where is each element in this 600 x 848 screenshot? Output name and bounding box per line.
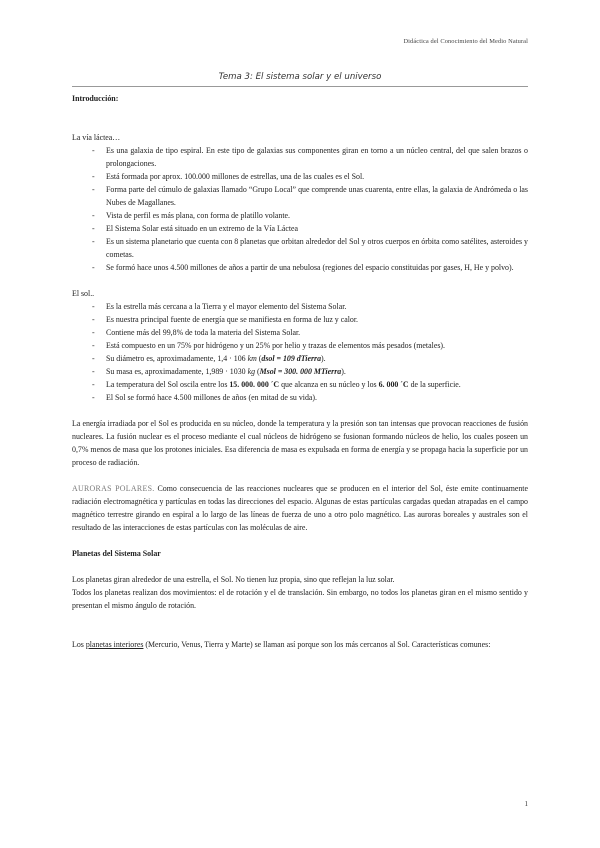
list-item: - Vista de perfil es más plana, con forma de platillo volante. — [72, 209, 528, 222]
list-item: - Está compuesto en un 75% por hidrógeno y un 25% por helio y trazas de elementos más pesados (metales). — [72, 339, 528, 352]
auroras-title: AURORAS POLARES. — [72, 484, 155, 493]
diameter-unit: km — [247, 354, 257, 363]
planetas-line-1: Los planetas giran alrededor de una estrella, el Sol. No tienen luz propia, sino que reflejan la luz solar. — [72, 575, 395, 584]
paren-close: ). — [341, 367, 346, 376]
list-item — [72, 378, 528, 391]
document-title: Tema 3: El sistema solar y el universo — [218, 72, 382, 82]
page-number: 1 — [524, 800, 528, 808]
list-item — [72, 365, 528, 378]
sol-list — [72, 300, 528, 404]
sol-label: El sol.. — [72, 289, 95, 298]
core-temperature: 15. 000. 000 ´C — [229, 380, 280, 389]
temperature-text: La temperatura del Sol oscila entre los — [106, 380, 230, 389]
list-item: - Es un sistema planetario que cuenta con 8 planetas que orbitan alrededor del Sol y otros cuerpos en órbita como satélites, asteroides y cometas. — [72, 235, 528, 261]
auroras-paragraph — [72, 482, 528, 534]
list-item — [72, 352, 528, 365]
interiores-pre: Los — [72, 640, 86, 649]
list-item: - Está formada por aprox. 100.000 millones de estrellas, una de las cuales es el Sol. — [72, 170, 528, 183]
list-item: - El Sistema Solar está situado en un extremo de la Vía Láctea — [72, 222, 528, 235]
document-body — [72, 92, 528, 651]
planetas-line-2: Todos los planetas realizan dos movimientos: el de rotación y el de translación. Sin embargo, no todos los planetas giran en el mismo sentido y presentan el mismo ángulo de rotación. — [72, 588, 528, 610]
paren-open: ( — [256, 354, 262, 363]
planetas-interiores-link[interactable]: planetas interiores — [85, 640, 144, 649]
list-item: - Contiene más del 99,8% de toda la materia del Sistema Solar. — [72, 326, 528, 339]
list-item: - El Sol se formó hace 4.500 millones de años (en mitad de su vida). — [72, 391, 528, 404]
running-header: Didáctica del Conocimiento del Medio Natural — [403, 38, 528, 45]
list-item: - Es nuestra principal fuente de energía que se manifiesta en forma de luz y calor. — [72, 313, 528, 326]
intro-heading: Introducción: — [72, 94, 119, 103]
paren-open: ( — [255, 367, 260, 376]
via-lactea-label: La vía láctea… — [72, 133, 121, 142]
mass-text: Su masa es, aproximadamente, 1,989 · 1030 — [106, 367, 248, 376]
list-item: - Es la estrella más cercana a la Tierra y el mayor elemento del Sistema Solar. — [72, 300, 528, 313]
energy-paragraph: La energía irradiada por el Sol es producida en su núcleo, donde la temperatura y la presión son tan intensas que provocan reacciones de fusión nucleares. La fusión nuclear es el proceso mediante el cual núcleos de hidrógeno se fusionan formando núcleos de helio, los cuales poseen un 0,7% menos de masa que los protones iniciales. Esa diferencia de masa es expulsada en forma de energía y se propaga hacia la superficie por un proceso de radiación. — [72, 419, 528, 467]
temperature-middle: que alcanza en su núcleo y los — [279, 380, 379, 389]
list-item: - Forma parte del cúmulo de galaxias llamado “Grupo Local” que comprende unas cuarenta, entre ellas, la galaxia de Andrómeda o las Nubes de Magallanes. — [72, 183, 528, 209]
list-item: - Es una galaxia de tipo espiral. En este tipo de galaxias sus componentes giran en torno a un núcleo central, del que salen brazos o prolongaciones. — [72, 144, 528, 170]
temperature-end: de la superficie. — [408, 380, 461, 389]
surface-temperature: 6. 000 ´C — [378, 380, 409, 389]
auroras-text: Como consecuencia de las reacciones nucleares que se producen en el interior del Sol, éste emite continuamente radiación electromagnética y partículas en todas las direcciones del espacio. Algunas de estas partículas cargadas quedan atrapadas en el campo magnético terrestre girando en espiral a lo largo de las líneas de fuerza de uno a otro polo magnético. Las auroras boreales y australes son el resultado de las interacciones de estas partículas con las moléculas de aire. — [72, 484, 528, 532]
interiores-post: (Mercurio, Venus, Tierra y Marte) se llaman así porque son los más cercanos al Sol. Características comunes: — [143, 640, 491, 649]
via-lactea-list — [72, 144, 528, 274]
diameter-text: Su diámetro es, aproximadamente, 1,4 · 106 — [106, 354, 248, 363]
mass-unit: kg — [247, 367, 256, 376]
title-divider — [72, 86, 528, 87]
diameter-formula: dsol = 109 dTierra — [261, 354, 322, 363]
planetas-heading: Planetas del Sistema Solar — [72, 549, 161, 558]
list-item: - Se formó hace unos 4.500 millones de años a partir de una nebulosa (regiones del espacio constituidas por gases, H, He y polvo). — [72, 261, 528, 274]
paren-close: ). — [321, 354, 326, 363]
planetas-interiores-paragraph — [72, 638, 528, 651]
mass-formula: Msol = 300. 000 MTierra — [259, 367, 342, 376]
